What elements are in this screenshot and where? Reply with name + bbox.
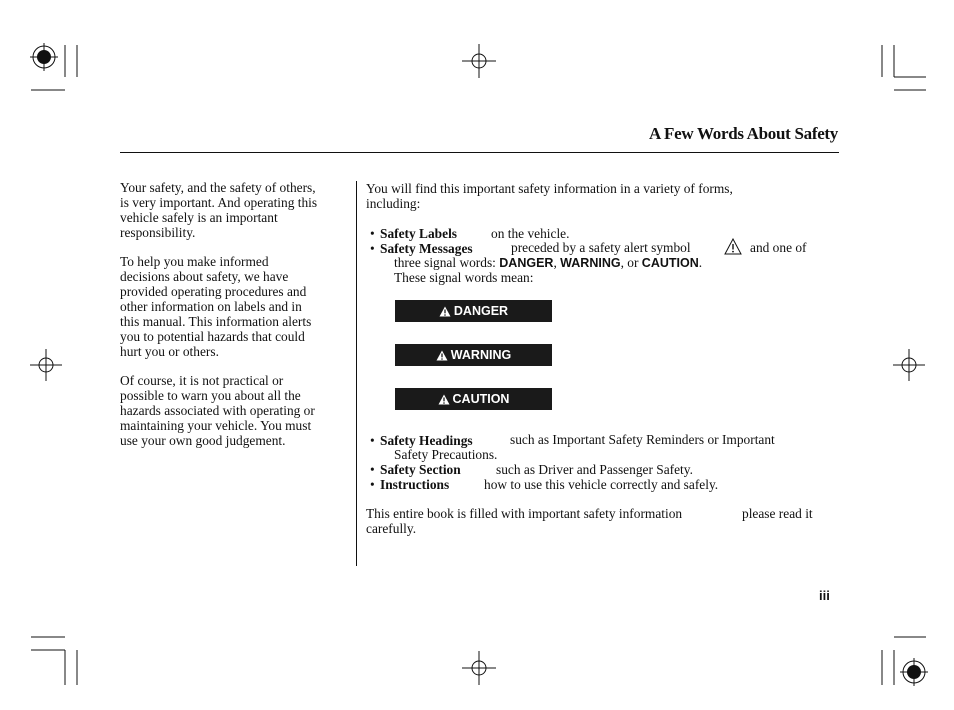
instructions-text: how to use this vehicle correctly and safely. bbox=[484, 477, 719, 492]
caution-alert-icon bbox=[438, 394, 450, 405]
intro-line-2: including: bbox=[366, 196, 421, 211]
left-column bbox=[120, 180, 348, 462]
informed-decisions-paragraph: To help you make informed decisions about safety, we have provided operating procedures and other information on labels and in this manual. This information alerts you to potential hazards that could hurt you or others. bbox=[120, 254, 312, 359]
signal-word-warning: WARNING bbox=[560, 256, 621, 270]
closing-line-1: This entire book is filled with important safety information bbox=[366, 506, 683, 521]
closing-line-1b: please read it bbox=[742, 506, 813, 521]
signal-word-caution: CAUTION bbox=[641, 256, 699, 270]
intro-line-1: You will find this important safety information in a variety of forms, bbox=[366, 181, 733, 196]
bullet: • bbox=[370, 433, 375, 448]
safety-headings-heading: Safety Headings bbox=[380, 433, 473, 448]
column-divider bbox=[356, 181, 357, 566]
safety-labels-heading: Safety Labels bbox=[380, 226, 457, 241]
safety-headings-text: such as Important Safety Reminders or Important bbox=[510, 432, 775, 447]
safety-section-heading: Safety Section bbox=[380, 462, 461, 477]
safety-headings-text-2: Safety Precautions. bbox=[394, 447, 498, 462]
warning-alert-icon bbox=[436, 350, 448, 361]
header-rule bbox=[120, 152, 839, 153]
page-number: iii bbox=[819, 588, 830, 603]
page-title: A Few Words About Safety bbox=[649, 124, 838, 143]
signal-word-danger: DANGER bbox=[499, 256, 554, 270]
safety-alert-icon bbox=[724, 238, 742, 255]
warning-label: WARNING bbox=[395, 344, 552, 366]
safety-messages-text: preceded by a safety alert symbol bbox=[511, 240, 691, 255]
bullet: • bbox=[370, 462, 375, 477]
signal-words-line: three signal words: DANGER, WARNING, or CAUTION. bbox=[394, 255, 703, 270]
caution-label: CAUTION bbox=[395, 388, 552, 410]
instructions-heading: Instructions bbox=[380, 477, 450, 492]
danger-label: DANGER bbox=[395, 300, 552, 322]
closing-line-2: carefully. bbox=[366, 521, 417, 536]
danger-alert-icon bbox=[439, 306, 451, 317]
bullet: • bbox=[370, 477, 375, 492]
judgement-paragraph: Of course, it is not practical or possible to warn you about all the hazards associated with operating or maintaining your vehicle. You must use your own good judgement. bbox=[120, 373, 315, 448]
intro-paragraph: Your safety, and the safety of others, is very important. And operating this vehicle safely is an important responsibility. bbox=[120, 180, 318, 240]
bullet: • bbox=[370, 241, 375, 256]
signal-words-mean: These signal words mean: bbox=[394, 270, 534, 285]
safety-section-text: such as Driver and Passenger Safety. bbox=[496, 462, 693, 477]
safety-messages-text-2: and one of bbox=[750, 240, 807, 255]
bullet: • bbox=[370, 226, 375, 241]
safety-messages-heading: Safety Messages bbox=[380, 241, 473, 256]
safety-labels-text: on the vehicle. bbox=[491, 226, 570, 241]
